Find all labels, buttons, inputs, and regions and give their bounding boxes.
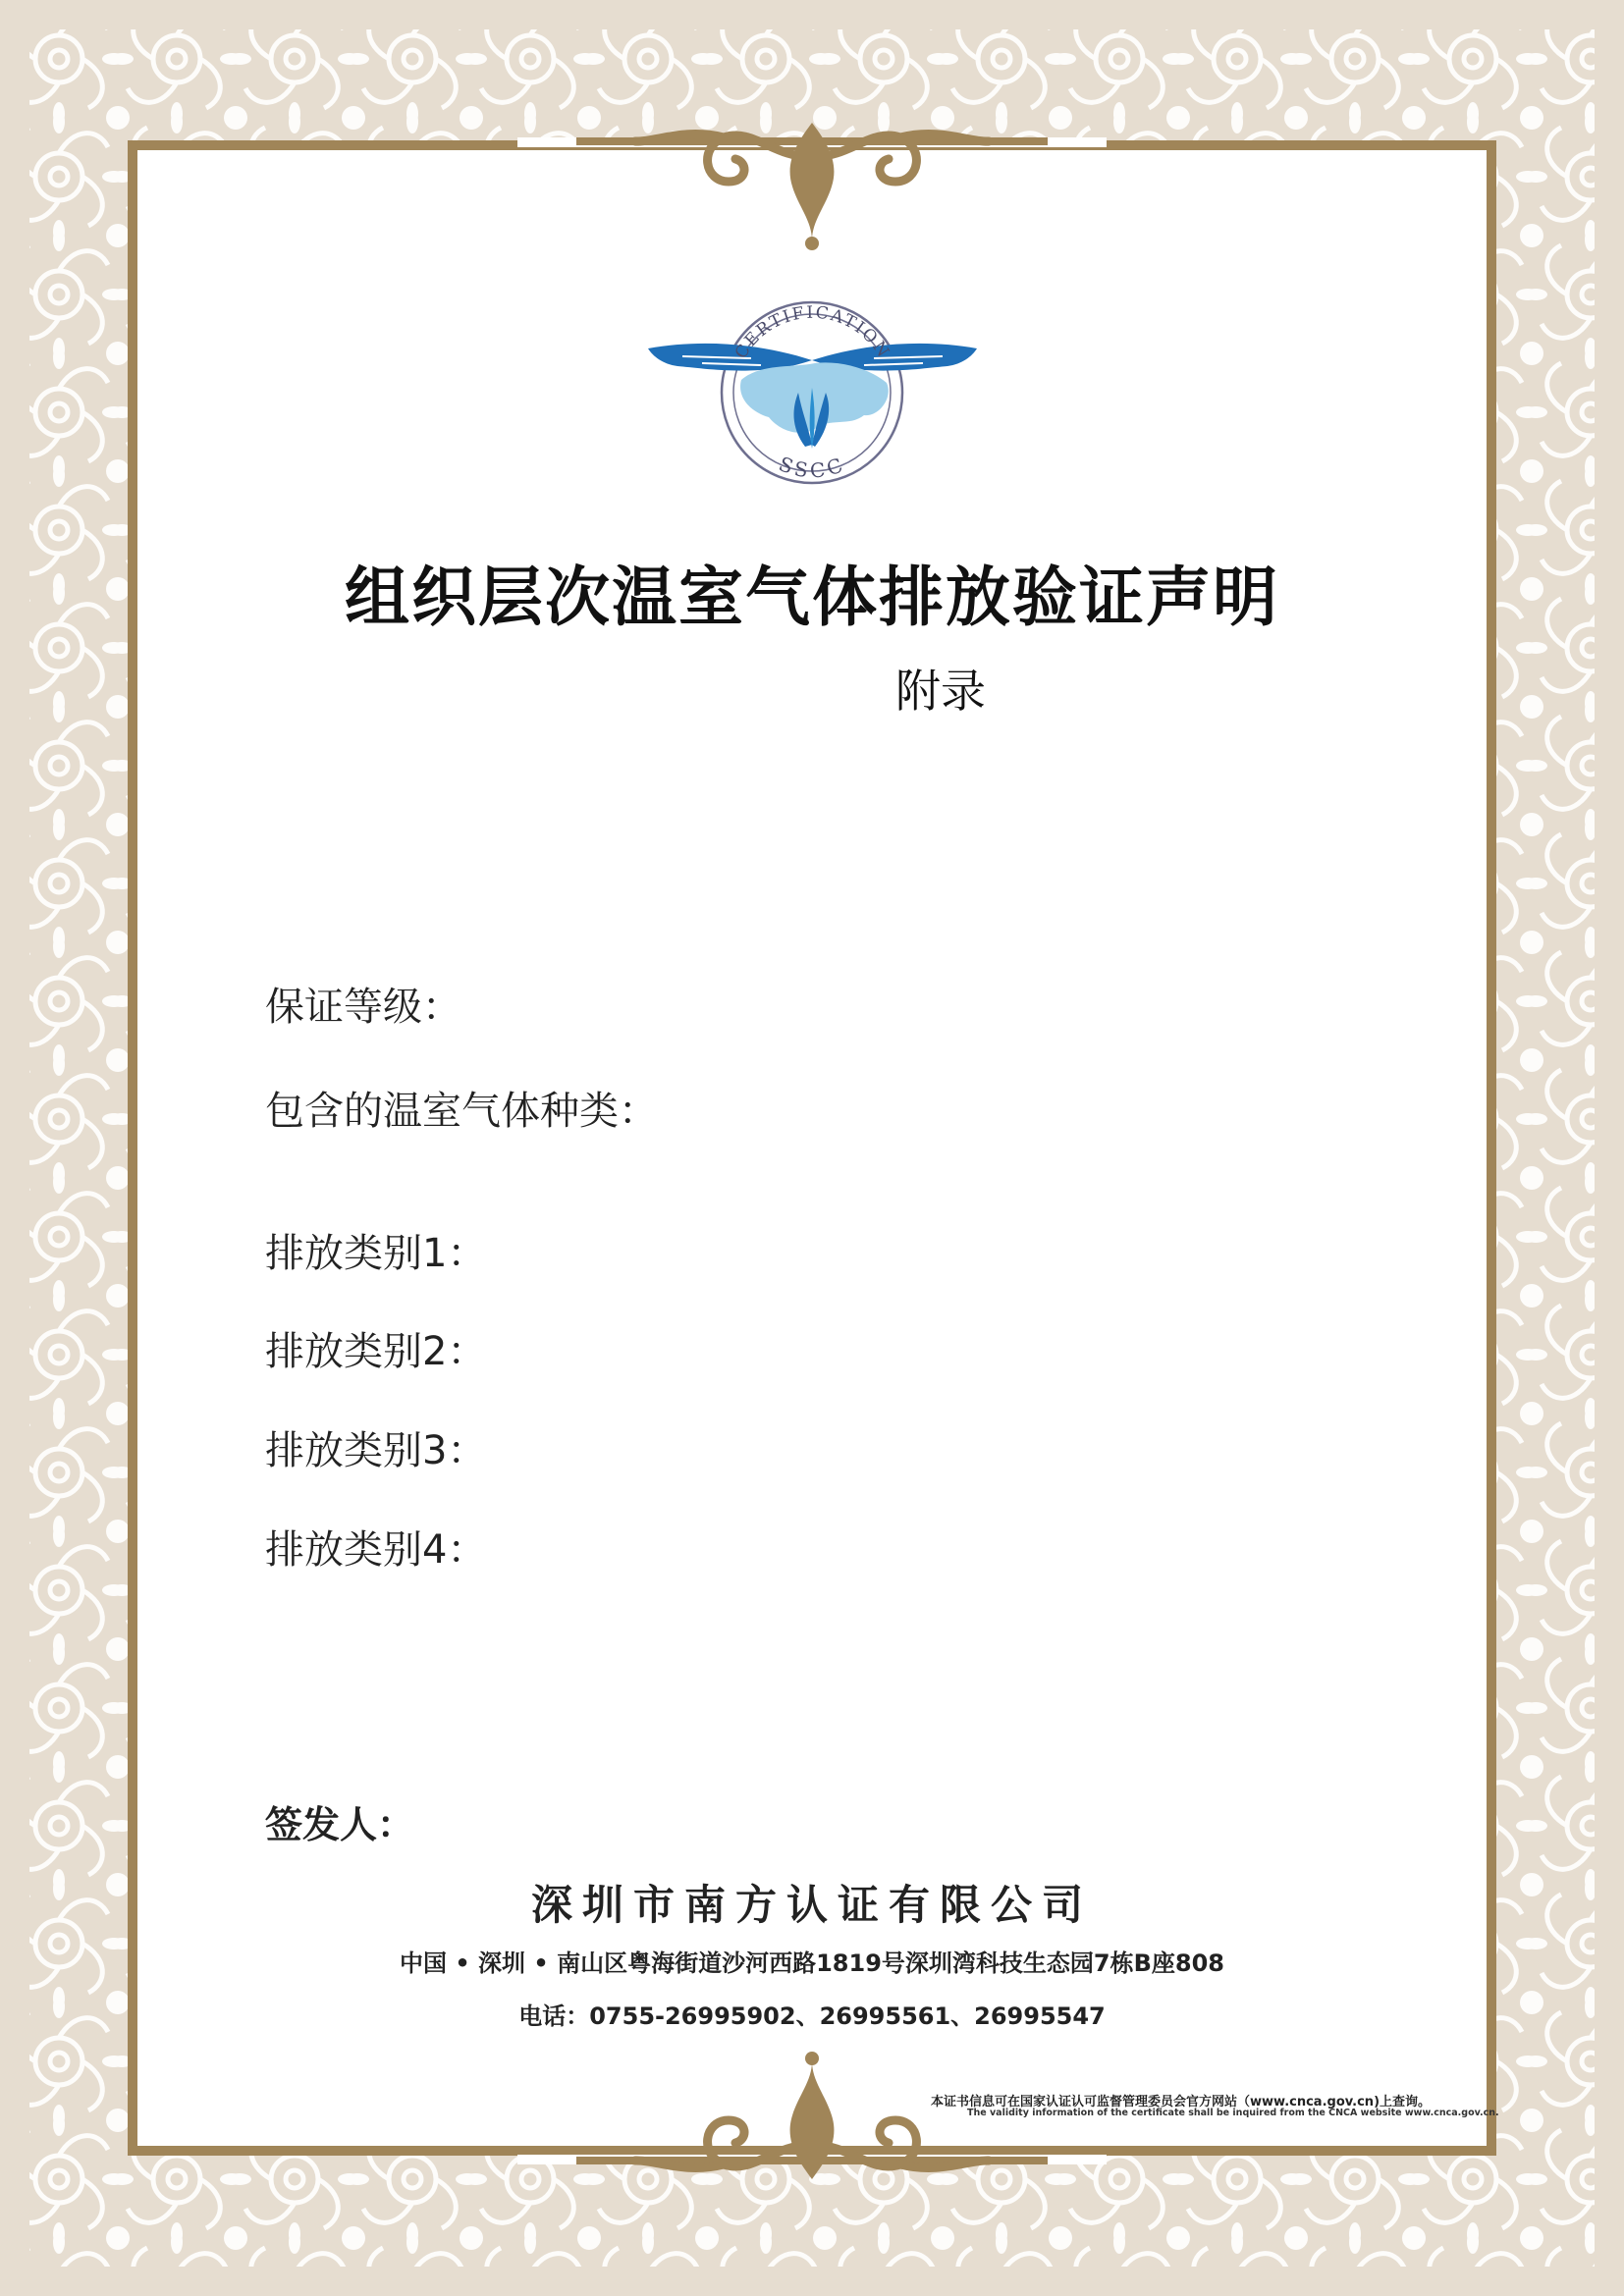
issuer-company: 深圳市南方认证有限公司 — [530, 1881, 1093, 1929]
issuer-phone: 电话：0755-26995902、26995561、26995547 — [518, 2002, 1106, 2030]
verification-notice-cn: 本证书信息可在国家认证认可监督管理委员会官方网站（www.cnca.gov.cn)上查询。 — [931, 2095, 1432, 2109]
field-ghg-types: 包含的温室气体种类： — [265, 1089, 658, 1134]
field-category-2: 排放类别2： — [265, 1329, 487, 1374]
field-assurance-level: 保证等级： — [265, 985, 461, 1030]
verification-notice-en: The validity information of the certificate shall be inquired from the CNCA website www.cnca.gov.cn. — [967, 2108, 1499, 2118]
certificate-subtitle: 附录 — [895, 665, 986, 718]
field-category-4: 排放类别4： — [265, 1527, 487, 1573]
field-category-1: 排放类别1： — [265, 1231, 487, 1276]
issuer-address: 中国 • 深圳 • 南山区粤海街道沙河西路1819号深圳湾科技生态园7栋B座808 — [400, 1949, 1224, 1977]
signer-label: 签发人： — [265, 1803, 415, 1846]
bottom-ornament-icon — [517, 2047, 1107, 2194]
logo-bottom-text: SSCC — [775, 452, 849, 483]
top-ornament-icon — [517, 108, 1107, 255]
logo-top-text: CERTIFICATION — [731, 302, 894, 363]
field-category-3: 排放类别3： — [265, 1428, 487, 1473]
certificate-title: 组织层次温室气体排放验证声明 — [345, 560, 1279, 635]
certification-logo — [643, 270, 982, 501]
